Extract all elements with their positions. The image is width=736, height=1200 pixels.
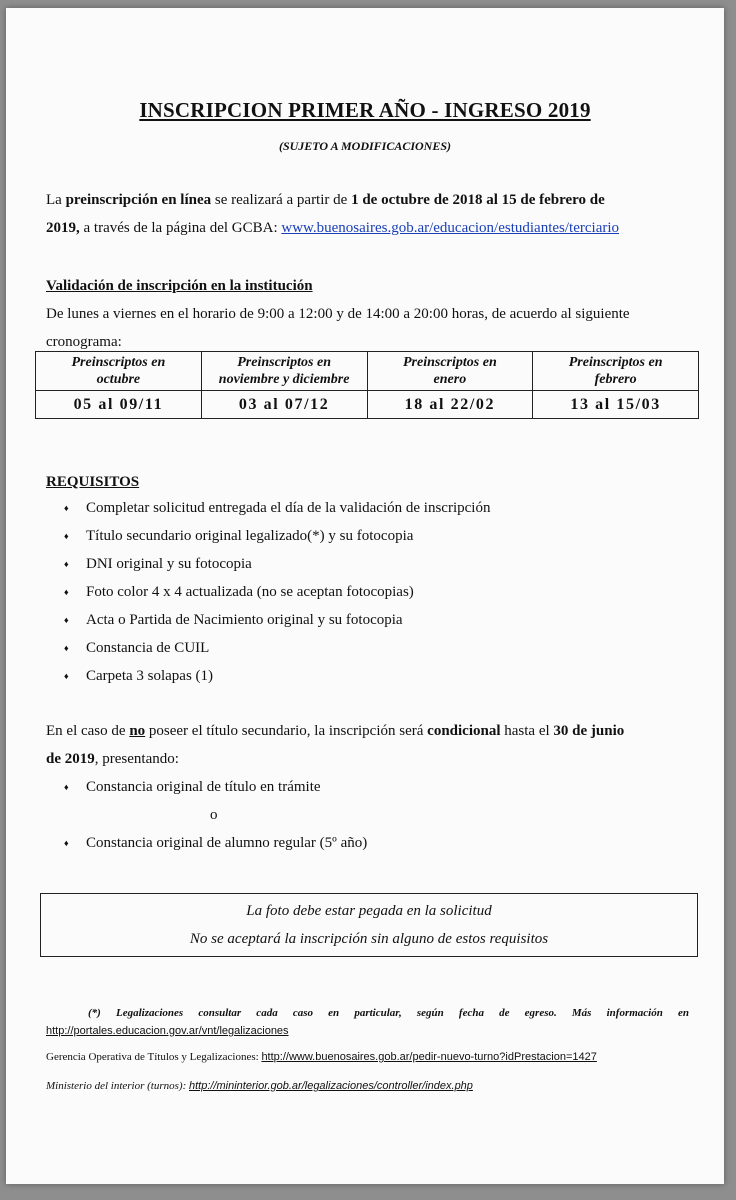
- cronograma-header-cell: Preinscriptos en febrero: [533, 352, 699, 391]
- list-item: ♦ DNI original y su fotocopia: [64, 550, 490, 578]
- validacion-line-2: cronograma:: [46, 334, 122, 350]
- document-title: INSCRIPCION PRIMER AÑO - INGRESO 2019: [139, 98, 591, 122]
- cronograma-date-cell: 05 al 09/11: [36, 391, 202, 419]
- bullet-icon: ♦: [64, 643, 69, 653]
- intro-bold-dates: 1 de octubre de 2018 al 15 de febrero de: [351, 192, 605, 208]
- list-item: ♦ Carpeta 3 solapas (1): [64, 662, 490, 690]
- cronograma-header-cell: Preinscriptos en enero: [367, 352, 533, 391]
- gcba-link[interactable]: www.buenosaires.gob.ar/educacion/estudiantes/terciario: [281, 220, 620, 236]
- list-item: ♦ Constancia original de título en trámite: [64, 773, 367, 801]
- list-item: ♦ Título secundario original legalizado(*) y su fotocopia: [64, 522, 490, 550]
- document-page: [6, 8, 724, 1184]
- condicional-paragraph: En el caso de no poseer el título secundario, la inscripción será condicional hasta el 30 de junio de 2019, presentando:: [46, 723, 625, 767]
- cronograma-header-row: [36, 352, 699, 391]
- bullet-icon: ♦: [64, 615, 69, 625]
- notice-line-1: La foto debe estar pegada en la solicitud: [246, 903, 492, 919]
- notice-box: [40, 893, 698, 957]
- list-item: ♦ Foto color 4 x 4 actualizada (no se aceptan fotocopias): [64, 578, 490, 606]
- document-subtitle: (SUJETO A MODIFICACIONES): [278, 139, 452, 153]
- legalizaciones-note: (*) Legalizaciones consultar cada caso en particular, según fecha de egreso. Más información en http://portales.educacion.gov.ar/vnt/legalizaciones: [46, 1007, 689, 1037]
- bullet-icon: ♦: [64, 671, 69, 681]
- bullet-icon: ♦: [64, 587, 69, 597]
- intro-text-1: La: [46, 192, 66, 208]
- condicional-list: [64, 773, 367, 857]
- list-item: ♦ Completar solicitud entregada el día de la validación de inscripción: [64, 494, 490, 522]
- gerencia-link[interactable]: http://www.buenosaires.gob.ar/pedir-nuevo-turno?idPrestacion=1427: [261, 1051, 597, 1063]
- validacion-line-1: De lunes a viernes en el horario de 9:00 a 12:00 y de 14:00 a 20:00 horas, de acuerdo al siguiente: [46, 306, 630, 322]
- intro-bold-preinscripcion: preinscripción en línea: [65, 192, 212, 208]
- list-item: ♦ Constancia original de alumno regular (5º año): [64, 829, 367, 857]
- condicional-emphasis: condicional: [427, 723, 501, 739]
- requisitos-heading: REQUISITOS: [46, 474, 140, 490]
- intro-text-3: a través de la página del GCBA:: [79, 220, 282, 236]
- intro-bold-year: 2019,: [46, 220, 80, 236]
- list-item: ♦ Acta o Partida de Nacimiento original y su fotocopia: [64, 606, 490, 634]
- validacion-section: [46, 272, 706, 356]
- bullet-icon: ♦: [64, 559, 69, 569]
- cronograma-dates-row: [36, 391, 699, 419]
- list-item: ♦ Constancia de CUIL: [64, 634, 490, 662]
- intro-text-2: se realizará a partir de: [211, 192, 352, 208]
- validacion-heading: Validación de inscripción en la institución: [46, 278, 313, 294]
- intro-paragraph: [46, 186, 696, 242]
- cronograma-date-cell: 13 al 15/03: [533, 391, 699, 419]
- ministerio-note: Ministerio del interior (turnos): http://mininterior.gob.ar/legalizaciones/controller/index.php: [46, 1080, 473, 1092]
- notice-line-2: No se aceptará la inscripción sin alguno de estos requisitos: [189, 931, 549, 947]
- bullet-icon: ♦: [64, 782, 69, 792]
- requisitos-list: [64, 494, 490, 690]
- ministerio-link[interactable]: http://mininterior.gob.ar/legalizaciones/controller/index.php: [189, 1080, 473, 1092]
- cronograma-header-cell: Preinscriptos en noviembre y diciembre: [201, 352, 367, 391]
- bullet-icon: ♦: [64, 838, 69, 848]
- bullet-icon: ♦: [64, 503, 69, 513]
- cronograma-header-cell: Preinscriptos en octubre: [36, 352, 202, 391]
- or-separator: o: [210, 807, 218, 823]
- cronograma-date-cell: 03 al 07/12: [201, 391, 367, 419]
- gerencia-note: Gerencia Operativa de Títulos y Legalizaciones: http://www.buenosaires.gob.ar/pedir-nuevo-turno?idPrestacion=1427: [46, 1051, 597, 1063]
- legalizaciones-link[interactable]: http://portales.educacion.gov.ar/vnt/legalizaciones: [46, 1025, 289, 1037]
- no-emphasis: no: [129, 723, 146, 739]
- cronograma-date-cell: 18 al 22/02: [367, 391, 533, 419]
- cronograma-table: [35, 351, 699, 419]
- bullet-icon: ♦: [64, 531, 69, 541]
